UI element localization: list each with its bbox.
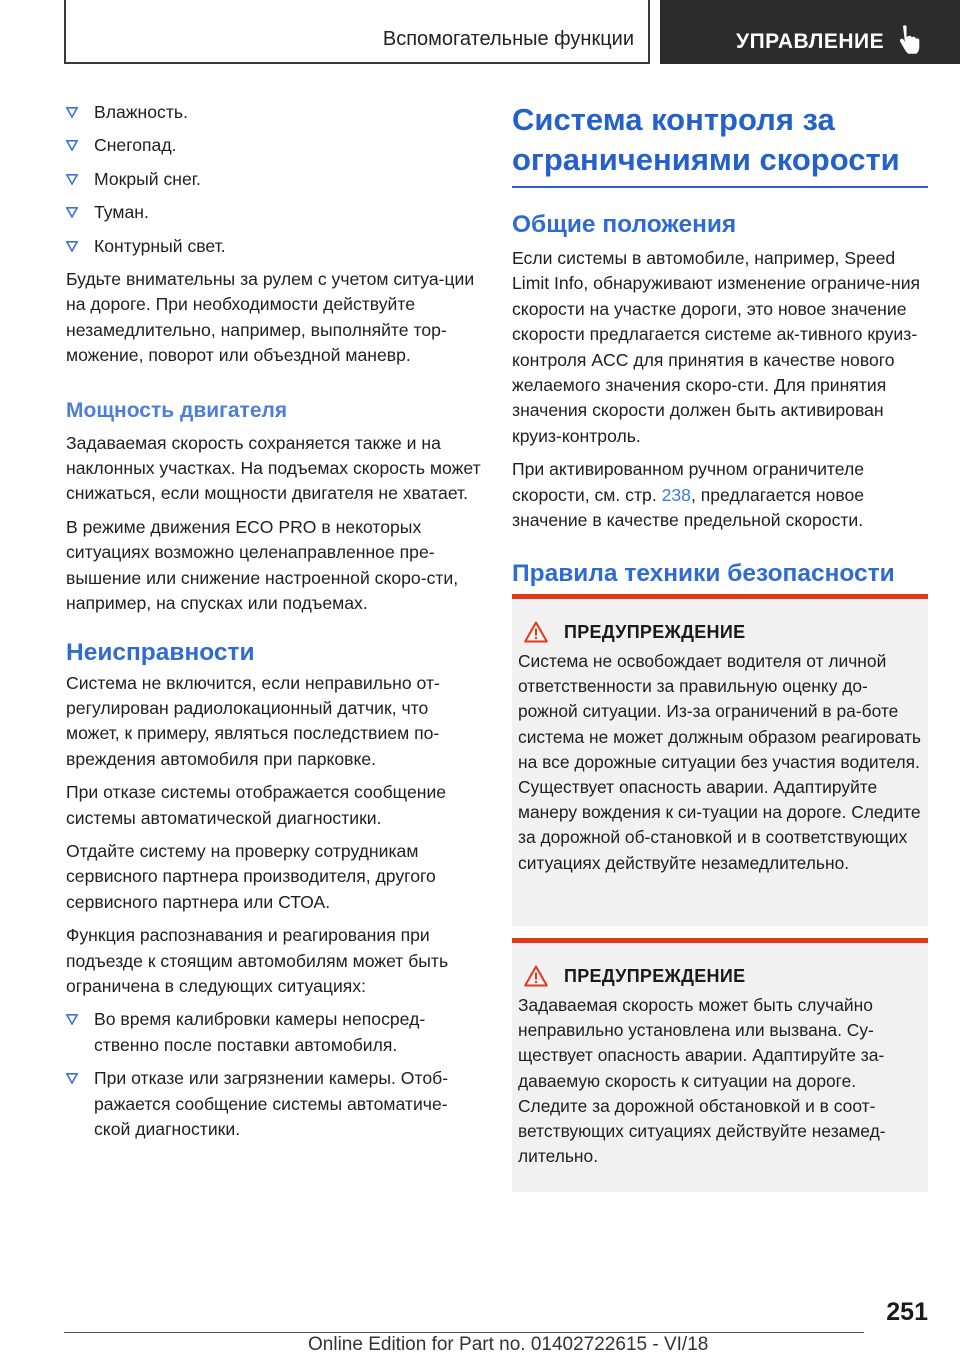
hand-pointer-icon: [894, 24, 920, 54]
warning-title: ПРЕДУПРЕЖДЕНИЕ: [564, 621, 746, 642]
paragraph-system-failure: При отказе системы отображается сообщение системы автоматической диагностики.: [66, 782, 447, 828]
warning-title: ПРЕДУПРЕЖДЕНИЕ: [564, 965, 746, 986]
warning-box: [512, 594, 928, 926]
list-item-text: Мокрый снег.: [94, 168, 201, 189]
warning-triangle-icon: [524, 621, 548, 643]
page-title: Система контроля за ограничениями скорости: [512, 100, 928, 188]
list-item-text: Контурный свет.: [94, 235, 226, 256]
list-item-text: Снегопад.: [94, 135, 177, 156]
page-number: 251: [886, 1298, 928, 1326]
paragraph-radar-sensor: Система не включится, если неправильно от-регулирован радиолокационный датчик, что может, к примеру, являться последствием по-вреждения автомобиля при парковке.: [66, 672, 440, 769]
heading-engine-power: Мощность двигателя: [66, 398, 288, 422]
page-reference-link[interactable]: 238: [661, 484, 691, 505]
heading-safety: Правила техники безопасности: [512, 560, 895, 588]
paragraph-service-check: Отдайте систему на проверку сотрудникам сервисного партнера производителя, другого сервисного партнера или СТОА.: [66, 840, 436, 912]
heading-malfunctions: Неисправности: [66, 638, 255, 666]
bullet-triangle-icon: [66, 140, 78, 151]
warning-box: [512, 938, 928, 1192]
warning-triangle-icon: [524, 965, 548, 987]
paragraph-manual-limiter-text: При активированном ручном ограничителе скорости, см. стр.: [512, 459, 865, 505]
left-column: [66, 100, 482, 1150]
bullet-triangle-icon: [66, 1073, 78, 1084]
right-column: [512, 100, 928, 589]
list-item: [66, 234, 482, 259]
paragraph-manual-limiter: [512, 457, 928, 533]
warning-header: [518, 965, 922, 987]
paragraph-speed-limit-info: Если системы в автомобиле, например, Speed Limit Info, обнаруживают изменение ограниче-ния скорости на участке дороги, это новое значение скорости предлагается системе ак-тивного круиз-контроля ACC для принятия в качестве нового желаемого значения скоро-сти. Для принятия значения скорости должен быть активирован круиз-контроль.: [512, 248, 921, 446]
list-item-text: При отказе или загрязнении камеры. Отоб-ражается сообщение системы автоматиче-ской диагностики.: [94, 1068, 449, 1139]
list-item-text: Туман.: [94, 202, 149, 223]
paragraph-speed-slopes: Задаваемая скорость сохраняется также и на наклонных участках. На подъемах скорость может снижаться, если мощности двигателя не хватает.: [66, 432, 481, 504]
header-chapter-tab: [660, 0, 960, 64]
paragraph-attention: Будьте внимательны за рулем с учетом ситуа-ции на дороге. При необходимости действуйте незамедлительно, например, выполняйте тор-можение, поворот или объездной маневр.: [66, 269, 475, 366]
list-item-text: Влажность.: [94, 102, 188, 122]
list-item-text: Во время калибровки камеры непосред-ственно после поставки автомобиля.: [94, 1009, 426, 1055]
bullet-triangle-icon: [66, 241, 78, 252]
list-item: [66, 200, 482, 225]
bullet-triangle-icon: [66, 207, 78, 218]
list-item: [66, 1066, 482, 1142]
list-item: [66, 167, 482, 192]
paragraph-limitations: Функция распознавания и реагирования при подъезде к стоящим автомобилям может быть ограничена в следующих ситуациях:: [66, 925, 449, 996]
bullet-triangle-icon: [66, 1014, 78, 1025]
header-chapter-title: УПРАВЛЕНИЕ: [736, 30, 885, 53]
heading-general: Общие положения: [512, 211, 737, 238]
header-section-box: [64, 0, 650, 64]
bullet-triangle-icon: [66, 107, 78, 118]
footer-divider: [64, 1332, 864, 1333]
bullet-triangle-icon: [66, 174, 78, 185]
list-item: [66, 133, 482, 158]
paragraph-eco-pro: В режиме движения ECO PRO в некоторых ситуациях возможно целенаправленное пре-вышение или снижение настроенной скоро-сти, например, на спусках или подъемах.: [66, 516, 459, 614]
warning-text: Система не освобождает водителя от личной ответственности за правильную оценку до-рожной ситуации. Из-за ограничений в ра-боте система не может должным образом реагировать на все дорожные ситуации без участия водителя. Существует опасность аварии. Адаптируйте манеру вождения к си-туации на дороге. Следите за дорожной об-становкой и в соответствующих ситуациях действуйте незамедлительно.: [518, 651, 921, 873]
footer-edition: Online Edition for Part no. 01402722615 - VI/18: [308, 1334, 709, 1355]
warning-text: Задаваемая скорость может быть случайно неправильно установлена или вызвана. Су-ществует опасность аварии. Адаптируйте за-даваемую скорость к ситуации на дороге. Следите за дорожной обстановкой и в соот-ветствующих ситуациях действуйте незамед-лительно.: [518, 995, 886, 1167]
header-section-title: Вспомогательные функции: [382, 28, 634, 50]
list-item: [66, 100, 482, 125]
paragraph-manual-limiter-text-end: , предлагается новое значение в качестве предельной скорости.: [512, 484, 865, 531]
warning-header: [518, 621, 922, 643]
list-item: [66, 1007, 482, 1058]
